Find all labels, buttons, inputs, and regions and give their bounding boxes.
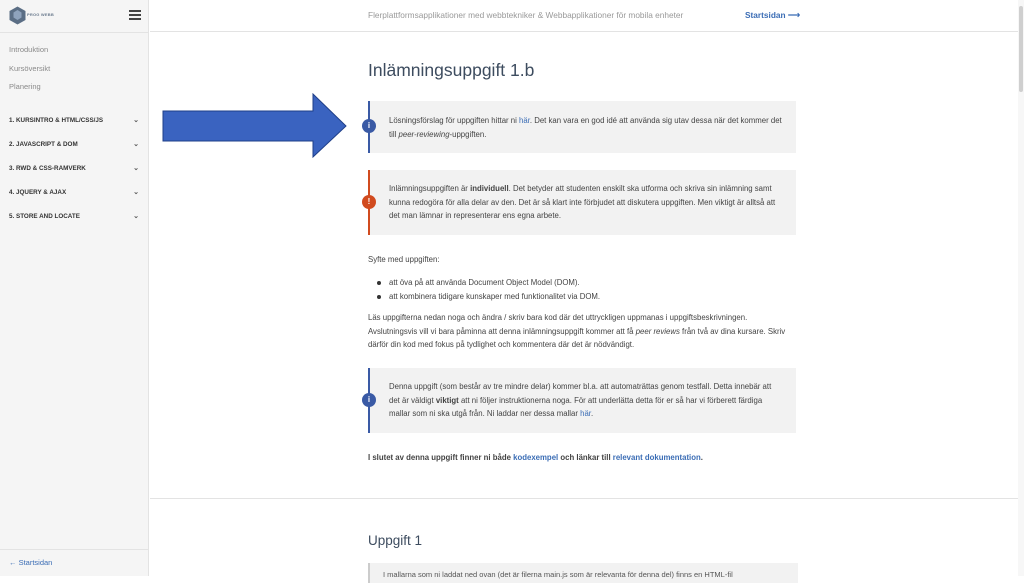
instructions-preview: I mallarna som ni laddat ned ovan (det är filerna main.js som är relevanta för denna del) finns en HTML-fil xyxy=(383,570,733,579)
instructions-box xyxy=(368,563,798,583)
sidebar-header xyxy=(0,0,148,33)
chevron-down-icon: ⌄ xyxy=(133,165,139,172)
list-item: att öva på att använda Document Object Model (DOM). xyxy=(368,276,600,290)
callout-individual: ! Inlämningsuppgiften är individuell. Det betyder att studenten enskilt ska utforma och skriva sin inlämning samt kunna redogöra för alla delar av den. Det är så klart inte förbjudet att diskutera uppgiften. Men viktigt är alltså att det man lämnar in representerar ens egna arbete. xyxy=(368,170,796,235)
code-examples-link[interactable]: kodexempel xyxy=(513,453,559,462)
callout-solution: i Lösningsförslag för uppgiften hittar ni här. Det kan vara en god idé att använda sig utav dessa när det kommer det till peer-reviewing-uppgiften. xyxy=(368,101,796,153)
sidebar-link-introduktion[interactable]: Introduktion xyxy=(9,45,49,54)
sidebar-link-planering[interactable]: Planering xyxy=(9,82,41,92)
section-heading-uppgift-1: Uppgift 1 xyxy=(368,533,423,548)
sidebar-home-link[interactable]: ← Startsidan xyxy=(9,558,53,567)
sidebar-section-3[interactable] xyxy=(0,156,148,180)
sidebar-section-4[interactable] xyxy=(0,180,148,204)
section-label: 5. STORE AND LOCATE xyxy=(9,212,80,220)
sidebar-section-5[interactable] xyxy=(0,204,148,228)
closing-paragraph: I slutet av denna uppgift finner ni både kodexempel och länkar till relevant dokumentation. xyxy=(368,453,703,462)
topbar-divider xyxy=(150,31,1024,32)
sidebar-links xyxy=(9,44,50,100)
section-label: 3. RWD & CSS-RAMVERK xyxy=(9,164,86,172)
logo-text: PROG WEBB xyxy=(27,12,54,17)
section-label: 1. KURSINTRO & HTML/CSS/JS xyxy=(9,116,104,124)
instructions-paragraph: Läs uppgifterna nedan noga och ändra / skriv bara kod där det uttryckligen uppmanas i uppgiftsbeskrivningen. Avslutningsvis vill vi bara påminna att denna inlämningsuppgift kommer att få peer reviews från två av dina kursare. Skriv därför din kod med fokus på tydlighet och kommentera där det är nödvändigt. xyxy=(368,313,786,349)
chevron-down-icon: ⌄ xyxy=(133,141,139,148)
solution-link[interactable]: här xyxy=(519,116,530,125)
sidebar-footer xyxy=(0,549,148,576)
sidebar-link-kursoversikt[interactable]: Kursöversikt xyxy=(9,63,51,73)
purpose-list xyxy=(368,276,600,303)
chevron-down-icon: ⌄ xyxy=(133,117,139,124)
sidebar xyxy=(0,0,149,576)
sidebar-section-1[interactable] xyxy=(0,108,148,132)
info-icon: i xyxy=(362,393,376,407)
sidebar-sections xyxy=(0,108,148,228)
course-title: Flerplattformsapplikationer med webbtekniker & Webbapplikationer för mobila enheter xyxy=(368,10,684,20)
info-icon: i xyxy=(362,119,376,133)
purpose-label: Syfte med uppgiften: xyxy=(368,255,440,264)
callout-templates: i Denna uppgift (som består av tre mindre delar) kommer bl.a. att automaträttas genom testfall. Detta innebär att det är väldigt viktigt att ni följer instruktionerna noga. För att underlätta detta för er så har vi förberett färdiga mallar som ni ska utgå från. Ni laddar ner dessa mallar här. xyxy=(368,368,796,433)
list-item: att kombinera tidigare kunskaper med funktionalitet via DOM. xyxy=(368,290,600,304)
page-title: Inlämningsuppgift 1.b xyxy=(368,60,535,80)
arrow-right-icon xyxy=(162,93,348,159)
section-divider xyxy=(150,498,1018,499)
scrollbar[interactable] xyxy=(1018,0,1024,576)
chevron-down-icon: ⌄ xyxy=(133,213,139,220)
warning-icon: ! xyxy=(362,195,376,209)
sidebar-section-2[interactable] xyxy=(0,132,148,156)
templates-link[interactable]: här xyxy=(580,409,591,418)
logo-icon[interactable] xyxy=(9,6,26,30)
chevron-down-icon: ⌄ xyxy=(133,189,139,196)
scrollbar-thumb[interactable] xyxy=(1019,6,1023,92)
section-label: 4. JQUERY & AJAX xyxy=(9,188,67,196)
home-link[interactable]: Startsidan ⟶ xyxy=(745,10,800,20)
menu-icon[interactable] xyxy=(129,10,141,20)
section-label: 2. JAVASCRIPT & DOM xyxy=(9,140,78,148)
documentation-link[interactable]: relevant dokumentation xyxy=(612,453,701,462)
